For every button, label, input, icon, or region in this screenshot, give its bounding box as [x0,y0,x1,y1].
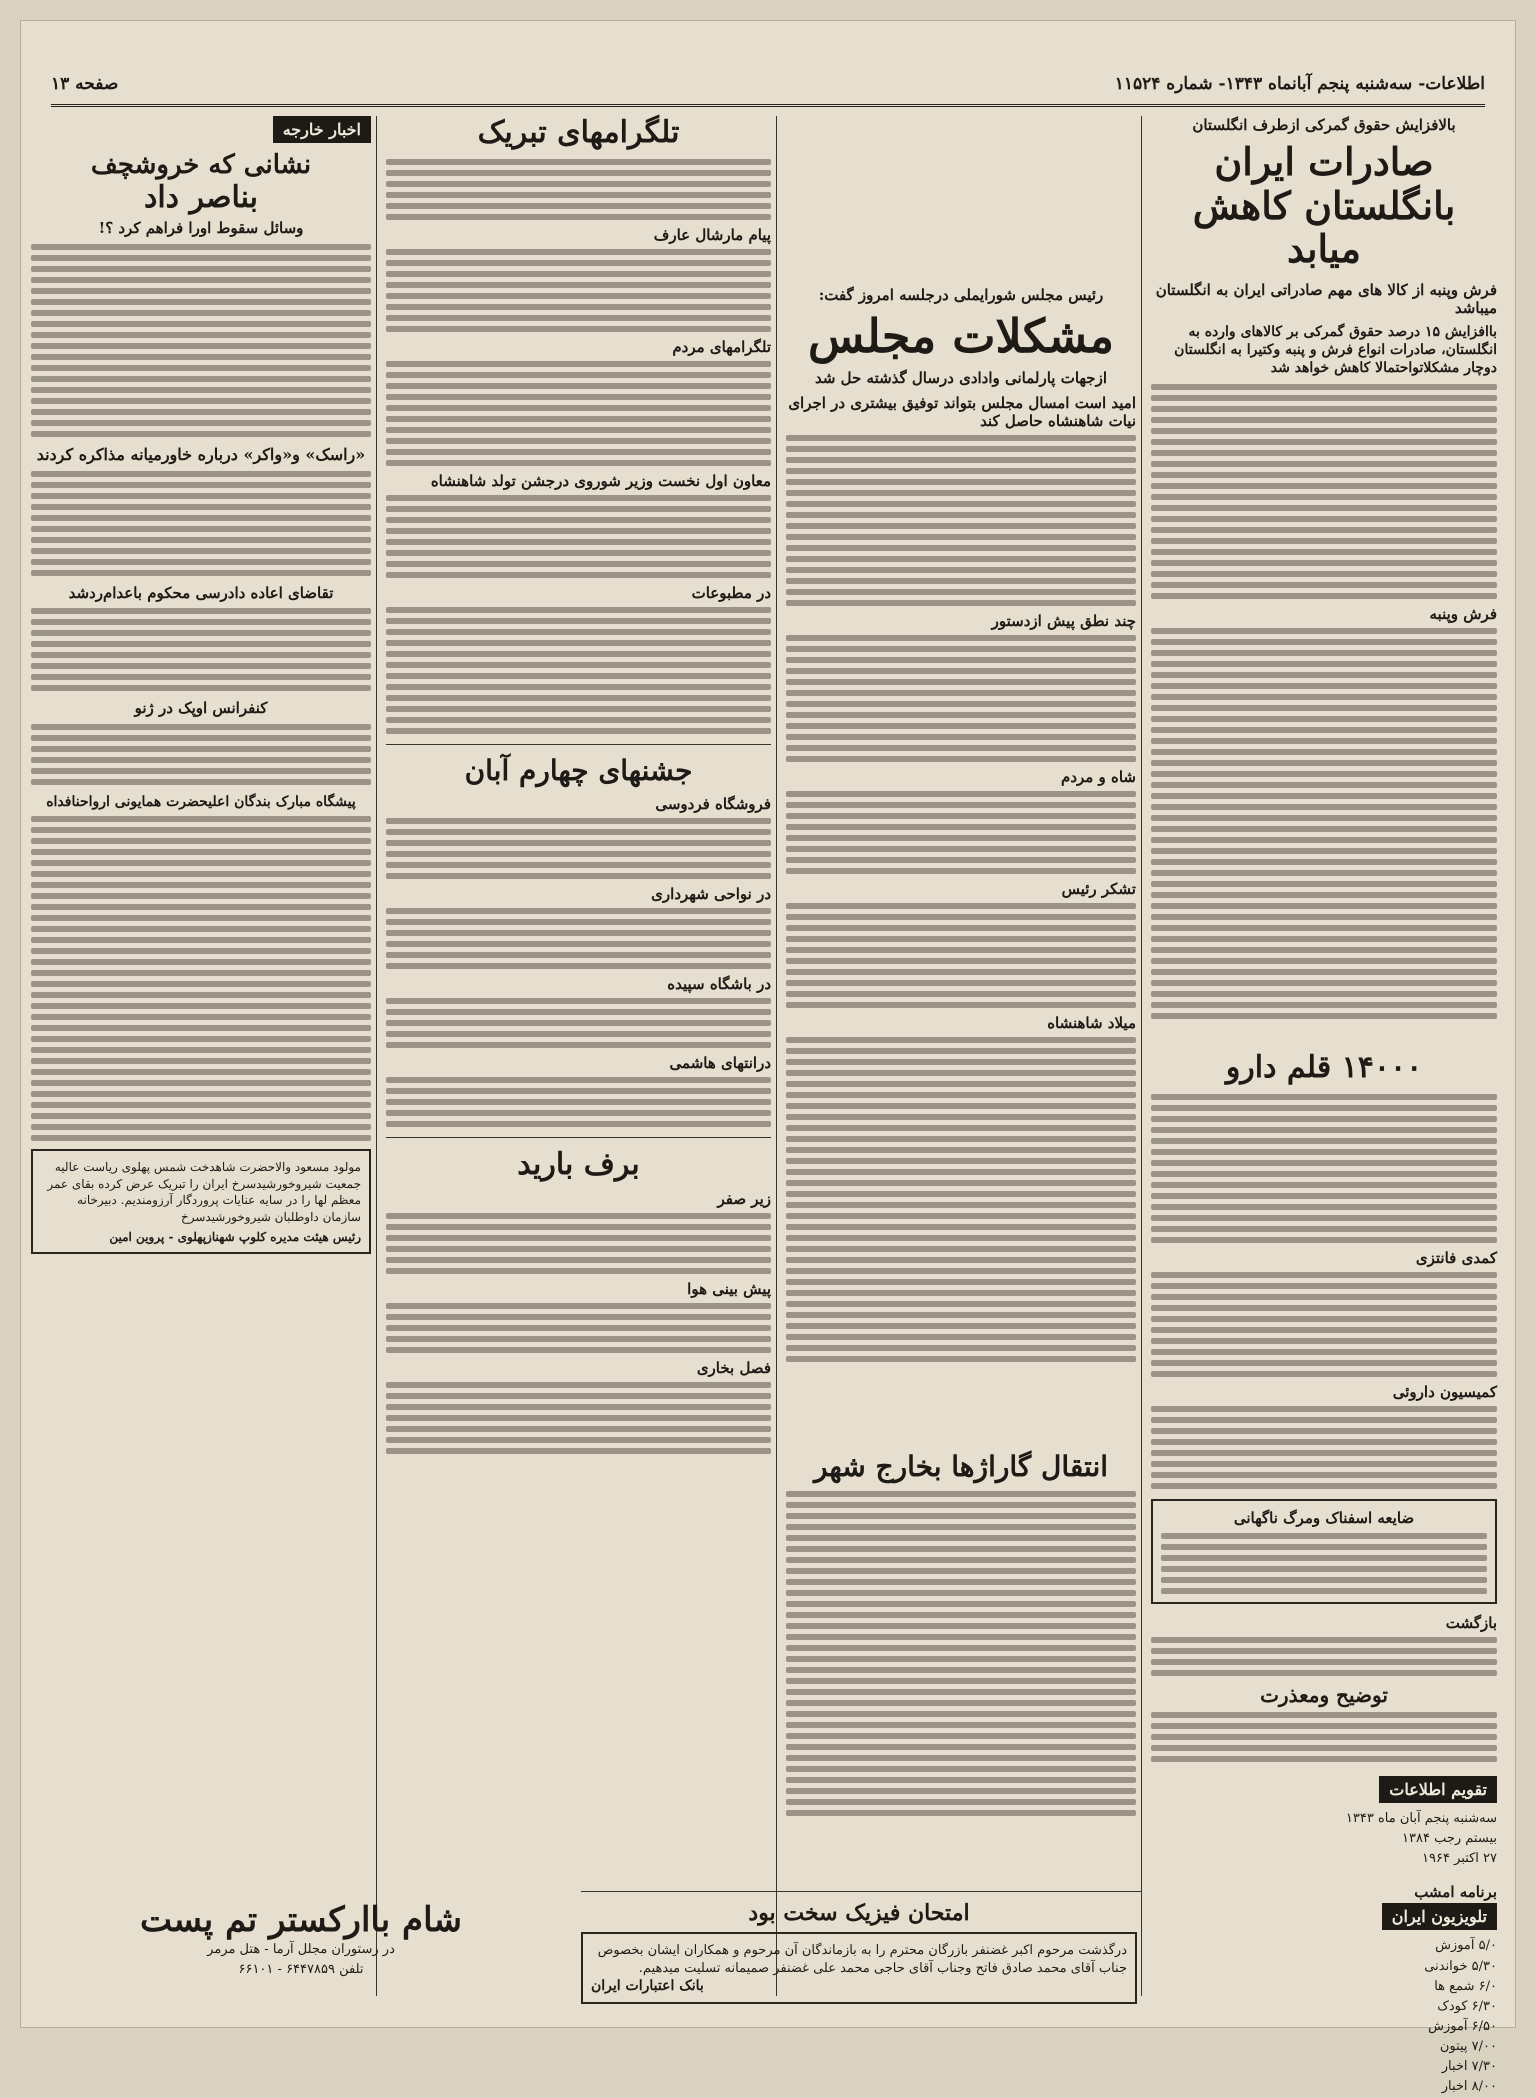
masthead [51,63,1485,107]
program-item: ۷/۰۰ پیتون [1439,2039,1497,2055]
tragedy-title: ضایعه اسفناک ومرگ ناگهانی [1233,1508,1415,1527]
parliament-lead: ازجهات پارلمانی وادادی درسال گذشته حل شد [815,368,1107,387]
parliament-kicker: رئیس مجلس شورایملی درجلسه امروز گفت: [818,286,1104,304]
article-text [1151,384,1497,599]
dinner-ad [31,1901,571,2021]
aban-item-2: در نواحی شهرداری [651,884,771,903]
article-text-2 [1151,628,1497,1019]
condolence-signature: بانک اعتبارات ایران [591,1977,704,1994]
snow-item-3: فصل بخاری [696,1359,771,1378]
return-title: بازگشت [1445,1614,1497,1632]
masthead-date: اطلاعات- سه‌شنبه پنجم آبانماه ۱۳۴۳- شماره ۱۱۵۲۴ [1114,73,1485,94]
calendar-line-3: ۲۷ اکتبر ۱۹۶۴ [1422,1851,1497,1867]
people-telegrams: تلگرامهای مردم [672,337,771,356]
red-lion-notice [31,1149,371,1254]
parliament-bullet-4: تشکر رئیس [1061,880,1136,899]
snow-item-1: زیر صفر [717,1190,771,1209]
opec-headline: کنفرانس اوپک در ژنو [134,699,268,718]
tv-program-block [1151,1883,1497,2097]
parliament-bullet-3: شاه و مردم [1061,768,1136,787]
parliament-bullet-5: میلاد شاهنشاه [1047,1014,1136,1033]
parliament-article [786,286,1136,1336]
bullet-1: فرش وپنبه از کالا های مهم صادراتی ایران به انگلستان میباشد [1155,281,1497,318]
rusk-headline: «راسک» و«واکر» درباره خاورمیانه مذاکره کردند [36,444,366,464]
bullet-2: فرش وپنبه [1429,604,1497,623]
aban-item-3: در باشگاه سپیده [667,974,771,993]
notice-signature: رئیس هیئت مدیره کلوپ شهنازپهلوی - پروین امین [109,1230,361,1245]
dinner-ad-phone: تلفن ۶۴۴۷۸۵۹ - ۶۶۱۰۱ [238,1961,364,1977]
program-item: ۶/۵۰ آموزش [1428,2018,1497,2034]
press-item: در مطبوعات [691,583,771,602]
parliament-bullet-2: چند نطق پیش ازدستور [991,612,1136,631]
aban-item-1: فروشگاه فردوسی [655,794,771,813]
calendar-line-1: سه‌شنبه پنجم آبان ماه ۱۳۴۳ [1345,1811,1497,1826]
khrushchev-subhead: وسائل سقوط اورا فراهم کرد ؟! [98,219,304,238]
program-item: ۵/۳۰ خواندنی [1424,1958,1497,1974]
soviet-deputy: معاون اول نخست وزیر شوروی درجشن تولد شاهنشاه [430,471,771,490]
snow-item-2: پیش بینی هوا [687,1280,771,1299]
calendar-line-2: بیستم رجب ۱۳۸۴ [1402,1831,1497,1847]
program-item: ۷/۳۰ اخبار [1441,2059,1497,2075]
main-headline: صادرات ایران بانگلستان کاهش میابد [1192,139,1456,272]
page-number: صفحه ۱۳ [51,73,119,94]
parliament-bullet-1: امید است امسال مجلس بتواند توفیق بیشتری در اجرای نیات شاهنشاه حاصل کند [788,394,1136,431]
khrushchev-headline-a: نشانی که خروشچف [90,150,312,180]
telegram-headline: تلگرامهای تبریک [477,115,680,150]
medicine-item-2: کمیسیون داروئی [1392,1382,1497,1401]
foreign-news-tag: اخبار خارجه [273,116,371,143]
tragedy-box [1151,1499,1497,1605]
notice-text: مولود مسعود والاحضرت شاهدخت شمس پهلوی ریاست عالیه جمعیت شیروخورشیدسرخ ایران را تبریک عرض کرده بقای عمر معظم لها را در سایه عنایات پروردگار آرزومندیم. دبیرخانه سازمان داوطلبان شیروخورشیدسرخ [47,1159,361,1225]
correction-title: توضیح ومعذرت [1260,1683,1388,1707]
condolence-text: درگذشت مرحوم اکبر غضنفر بازرگان محترم را به بازماندگان آن مرحوم و همکاران ایشان بخصوص جناب آقای محمد صادق فاتح وجناب آقای حاجی محمد علی غضنفر صمیمانه تسلیت میدهیم. [597,1942,1127,1976]
program-item: ۶/۳۰ کودک [1437,1998,1497,2014]
garage-article [786,1451,1136,1901]
column-right-lower [1151,1050,1497,2095]
tv-tag: تلویزیون ایران [1382,1903,1497,1930]
snow-headline: برف بارید [517,1146,640,1182]
khrushchev-headline-b: بناصر داد [143,179,259,215]
headline-kicker: بالافزایش حقوق گمرکی ازطرف انگلستان [1192,116,1456,134]
calendar-block [1151,1776,1497,1869]
lead-paragraph: باافزایش ۱۵ درصد حقوق گمرکی بر کالاهای وارده به انگلستان، صادرات انواع فرش و پنبه وکتیرا به انگلستان دوچار مشکلاتواحتمالا کاهش خواهد شد [1174,324,1497,377]
aref-message: پیام مارشال عارف [653,225,771,244]
newspaper-page [20,20,1516,2095]
medicine-item-1: کمدی فانتزی [1415,1248,1497,1267]
column-left [31,116,371,1996]
program-item: ۶/۰ شمع ها [1434,1978,1497,1994]
royal-message-headline: پیشگاه مبارک بندگان اعلیحضرت همایونی ارواحنافداه [46,793,356,810]
dinner-ad-title: شام باارکستر تم پست [140,1900,462,1940]
column-middle [386,116,771,1996]
program-item: ۵/۰ آموزش [1435,1938,1497,1954]
retrial-headline: تقاضای اعاده دادرسی محکوم باعدام‌ردشد [68,583,334,602]
medicine-headline: ۱۴۰۰۰ قلم دارو [1225,1050,1423,1085]
parliament-headline: مشکلات مجلس [807,309,1115,363]
program-title: برنامه امشب [1414,1883,1497,1902]
aban-headline: جشنهای چهارم آبان [464,753,693,787]
aban-item-4: درانتهای هاشمی [669,1053,771,1072]
calendar-tag: تقویم اطلاعات [1379,1776,1497,1803]
physics-exam-title: امتحان فیزیک سخت بود [748,1900,970,1926]
program-item: ۸/۰۰ اخبار [1441,2079,1497,2095]
garage-headline: انتقال گاراژها بخارج شهر [813,1450,1109,1483]
dinner-ad-place: در رستوران مجلل آرما - هتل مرمر [207,1942,395,1958]
